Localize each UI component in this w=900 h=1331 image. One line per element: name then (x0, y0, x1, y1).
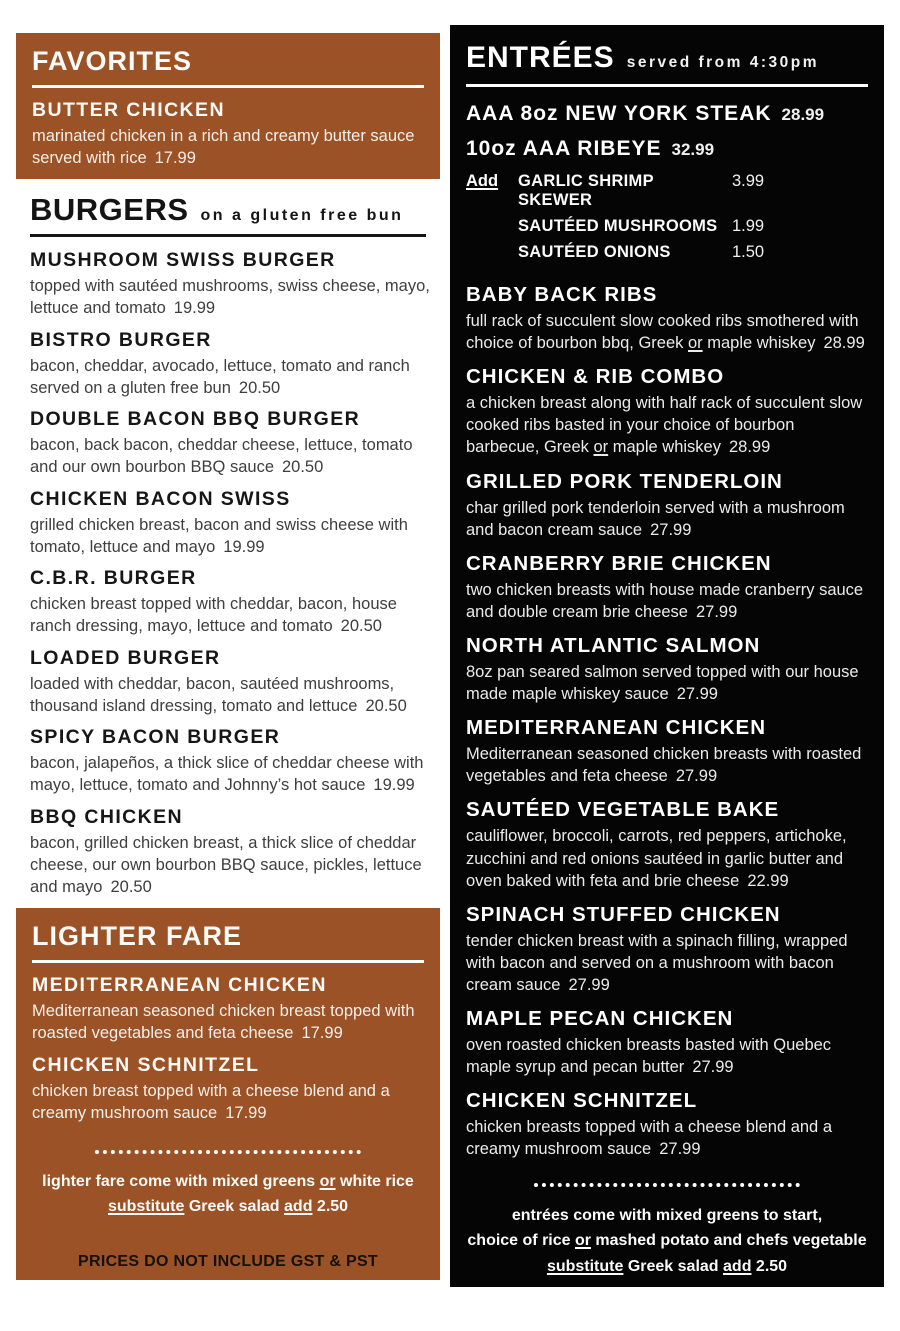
steak-price: 32.99 (671, 140, 715, 159)
item-price: 27.99 (568, 975, 610, 994)
menu-item (30, 249, 440, 320)
item-desc (466, 825, 868, 891)
item-desc-text: Mediterranean seasoned chicken breast topped with roasted vegetables and feta cheese (32, 1001, 415, 1042)
item-price: 20.50 (110, 878, 152, 897)
sides-note-line2: choice of rice or mashed potato and chefs vegetable (467, 1232, 867, 1250)
item-name: SAUTÉED VEGETABLE BAKE (466, 798, 780, 822)
item-desc (30, 832, 440, 899)
item-desc-text: two chicken breasts with house made cranberry sauce and double cream brie cheese (466, 580, 864, 621)
steak-name: 10oz AAA RIBEYE (466, 137, 662, 160)
menu-item (32, 1054, 424, 1125)
item-price: 27.99 (692, 1058, 734, 1077)
item-desc-text: cauliflower, broccoli, carrots, red peppers, artichoke, zucchini and red onions sautéed in garlic butter and oven baked with feta and brie cheese (466, 827, 847, 890)
addons-block (466, 172, 868, 269)
item-desc (30, 752, 440, 797)
entrees-panel (450, 25, 884, 1287)
item-name: MAPLE PECAN CHICKEN (466, 1007, 734, 1031)
lighter-fare-sides-note (32, 1169, 424, 1220)
addon-price: 1.50 (732, 243, 765, 261)
menu-item (466, 365, 868, 458)
item-name: LOADED BURGER (30, 646, 221, 669)
entrees-sides-note (466, 1203, 868, 1280)
steak-price: 28.99 (781, 105, 825, 124)
item-desc (30, 275, 440, 320)
item-desc-text: loaded with cheddar, bacon, sautéed mushrooms, thousand island dressing, tomato and lettuce (30, 674, 395, 715)
burgers-subtitle: on a gluten free bun (200, 207, 404, 224)
lighter-fare-title: LIGHTER FARE (32, 920, 243, 951)
addon-name: GARLIC SHRIMP SKEWER (518, 172, 654, 209)
item-price: 27.99 (675, 767, 718, 786)
burgers-item-list (30, 249, 440, 899)
favorites-section (16, 33, 440, 179)
item-desc-text: chicken breasts topped with a cheese blend and a creamy mushroom sauce (466, 1118, 832, 1159)
addon-price: 1.99 (732, 217, 765, 235)
item-desc (466, 930, 868, 996)
item-name: CRANBERRY BRIE CHICKEN (466, 551, 772, 575)
item-price: 17.99 (225, 1104, 267, 1123)
favorites-divider (32, 85, 424, 88)
menu-item (30, 329, 440, 400)
item-name: SPICY BACON BURGER (30, 726, 281, 749)
item-desc (466, 579, 868, 623)
item-name: MEDITERRANEAN CHICKEN (466, 716, 767, 740)
item-name: MUSHROOM SWISS BURGER (30, 249, 336, 271)
item-price: 20.50 (340, 617, 382, 636)
item-desc-text: bacon, cheddar, avocado, lettuce, tomato and ranch served on a gluten free bun (30, 356, 410, 397)
menu-item (466, 283, 868, 354)
sides-note-line2: substitute Greek salad add 2.50 (107, 1198, 349, 1216)
item-desc-text: bacon, back bacon, cheddar cheese, lettuce, tomato and our own bourbon BBQ sauce (30, 436, 413, 477)
addon-name: SAUTÉED ONIONS (518, 243, 671, 261)
item-name: GRILLED PORK TENDERLOIN (466, 469, 783, 493)
sides-note-line1: lighter fare come with mixed greens or white rice (42, 1172, 414, 1190)
item-price: 19.99 (373, 776, 415, 795)
burgers-heading (30, 192, 440, 228)
item-price: 17.99 (154, 149, 196, 168)
item-desc (466, 743, 868, 787)
item-desc (30, 673, 440, 718)
item-name: CHICKEN BACON SWISS (30, 487, 291, 510)
menu-item (466, 798, 868, 891)
favorites-item-list (32, 99, 424, 170)
item-name: NORTH ATLANTIC SALMON (466, 633, 761, 657)
menu-item (30, 408, 440, 479)
item-price: 19.99 (223, 537, 265, 556)
steak-row (466, 102, 868, 126)
addon-name: SAUTÉED MUSHROOMS (518, 217, 718, 235)
left-column (16, 33, 440, 1280)
burgers-section (16, 192, 440, 899)
item-price: 20.50 (365, 696, 407, 715)
item-price: 27.99 (659, 1140, 701, 1159)
item-price: 28.99 (823, 334, 865, 353)
item-desc (466, 1034, 868, 1078)
item-price: 27.99 (695, 602, 738, 621)
item-desc-text: oven roasted chicken breasts basted with Quebec maple syrup and pecan butter (466, 1036, 832, 1077)
item-name: MEDITERRANEAN CHICKEN (32, 973, 327, 996)
item-desc-text: grilled chicken breast, bacon and swiss cheese with tomato, lettuce and mayo (30, 515, 408, 556)
item-desc-text: chicken breast topped with a cheese blend and a creamy mushroom sauce (32, 1082, 390, 1123)
item-desc (466, 310, 868, 354)
burgers-title: BURGERS (30, 192, 189, 227)
menu-item (32, 99, 424, 170)
item-desc (30, 355, 440, 400)
item-desc-text: bacon, grilled chicken breast, a thick slice of cheddar cheese, our own bourbon BBQ sauce, pickles, lettuce and mayo (30, 833, 422, 897)
menu-item (466, 470, 868, 541)
menu-item (30, 647, 440, 718)
item-desc-text: bacon, jalapeños, a thick slice of cheddar cheese with mayo, lettuce, tomato and Johnny’s hot sauce (30, 754, 424, 795)
entrees-heading (466, 41, 868, 75)
menu-item (30, 806, 440, 899)
item-name: CHICKEN & RIB COMBO (466, 365, 725, 389)
steak-name: AAA 8oz NEW YORK STEAK (466, 102, 772, 125)
lighter-fare-item-list (32, 974, 424, 1125)
addon-row (518, 172, 868, 210)
item-name: C.B.R. BURGER (30, 567, 197, 590)
lighter-fare-divider (32, 960, 424, 963)
item-desc-text: Mediterranean seasoned chicken breasts with roasted vegetables and feta cheese (466, 745, 862, 786)
item-desc-text: char grilled pork tenderloin served with a mushroom and bacon cream sauce (466, 498, 845, 539)
menu-item (466, 903, 868, 996)
item-price: 17.99 (301, 1023, 343, 1042)
item-name: BUTTER CHICKEN (32, 99, 225, 121)
menu-item (30, 726, 440, 797)
lighter-fare-section (16, 908, 440, 1280)
item-name: SPINACH STUFFED CHICKEN (466, 902, 781, 926)
item-desc-text: a chicken breast along with half rack of succulent slow cooked ribs basted in your choice of bourbon barbecue, Greek or maple whiskey (466, 394, 863, 457)
item-desc-text: full rack of succulent slow cooked ribs smothered with choice of bourbon bbq, Greek or maple whiskey (466, 312, 859, 353)
item-price: 19.99 (173, 299, 216, 318)
item-desc-text: marinated chicken in a rich and creamy butter sauce served with rice (32, 127, 415, 168)
steak-list (466, 102, 868, 161)
entrees-divider (466, 84, 868, 87)
menu-item (30, 567, 440, 638)
item-desc-text: 8oz pan seared salmon served topped with our house made maple whiskey sauce (466, 662, 859, 704)
item-name: BBQ CHICKEN (30, 805, 183, 828)
item-desc (30, 514, 440, 559)
item-desc-text: chicken breast topped with cheddar, bacon, house ranch dressing, mayo, lettuce and tomato (30, 595, 397, 636)
item-desc (466, 1116, 868, 1160)
favorites-title: FAVORITES (32, 46, 193, 76)
sides-note-line3: substitute Greek salad add 2.50 (546, 1257, 788, 1275)
item-name: BABY BACK RIBS (466, 283, 658, 306)
entrees-subtitle: served from 4:30pm (626, 54, 820, 71)
item-desc (32, 125, 424, 170)
item-name: CHICKEN SCHNITZEL (32, 1054, 260, 1077)
dotted-divider (534, 1183, 800, 1187)
item-price: 28.99 (728, 438, 771, 457)
item-price: 27.99 (676, 685, 718, 704)
menu-item (466, 634, 868, 705)
entrees-title: ENTRÉES (466, 41, 615, 74)
addon-row (518, 243, 868, 262)
item-price: 20.50 (282, 458, 324, 477)
addons-label: Add (466, 172, 499, 190)
item-price: 20.50 (238, 378, 281, 397)
item-price: 22.99 (747, 871, 789, 890)
addons-list (518, 172, 868, 269)
menu-item (466, 716, 868, 787)
item-price: 27.99 (650, 520, 692, 539)
steak-row (466, 137, 868, 161)
menu-item (466, 1089, 868, 1160)
item-desc (32, 1000, 424, 1045)
item-desc (466, 661, 868, 705)
menu-item (30, 488, 440, 559)
menu-item (32, 974, 424, 1045)
addon-price: 3.99 (732, 172, 765, 190)
item-desc-text: tender chicken breast with a spinach filling, wrapped with bacon and served on a mushroom with bacon cream sauce (466, 931, 848, 994)
sides-note-line1: entrées come with mixed greens to start, (511, 1206, 823, 1224)
dotted-divider (95, 1150, 361, 1154)
entrees-item-list (466, 283, 868, 1161)
item-desc (32, 1080, 424, 1125)
tax-note: PRICES DO NOT INCLUDE GST & PST (78, 1252, 378, 1270)
menu-item (466, 552, 868, 623)
item-desc (30, 593, 440, 638)
item-desc (30, 434, 440, 479)
menu-item (466, 1007, 868, 1078)
item-name: BISTRO BURGER (30, 328, 212, 351)
item-desc-text: topped with sautéed mushrooms, swiss cheese, mayo, lettuce and tomato (30, 277, 430, 318)
addon-row (518, 217, 868, 236)
item-name: DOUBLE BACON BBQ BURGER (30, 408, 361, 431)
item-desc (466, 392, 868, 458)
item-name: CHICKEN SCHNITZEL (466, 1089, 698, 1113)
burgers-divider (30, 234, 426, 237)
item-desc (466, 497, 868, 541)
